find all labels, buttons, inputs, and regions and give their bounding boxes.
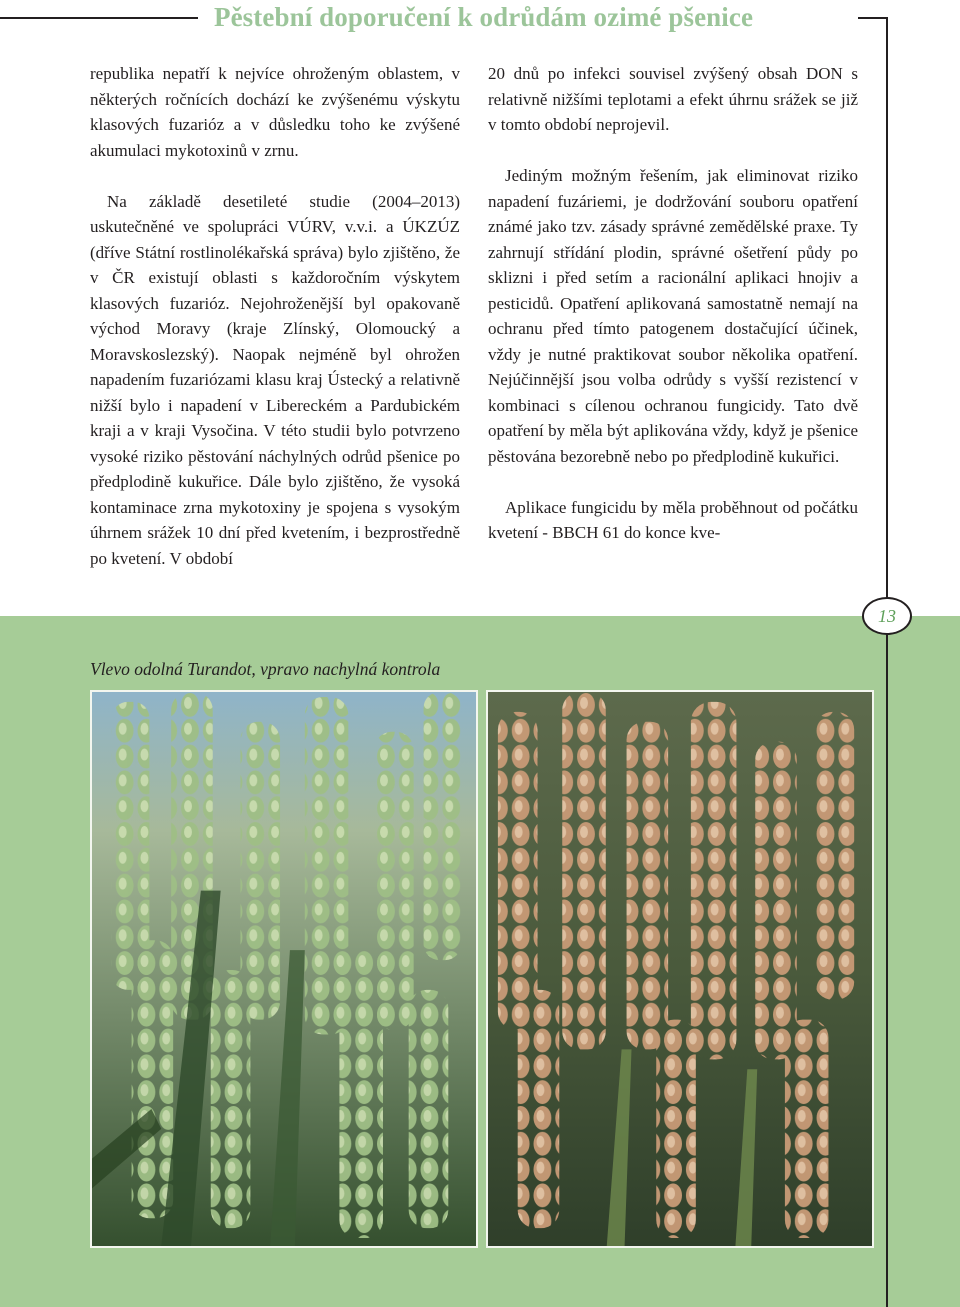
photo-resistant-wheat <box>90 690 478 1248</box>
photo-susceptible-wheat <box>486 690 874 1248</box>
paragraph: Aplikace fungicidu by měla proběhnout od počátku kvetení - BBCH 61 do konce kve- <box>488 497 858 542</box>
photo-caption: Vlevo odolná Turandot, vpravo nachylná kontrola <box>90 659 441 679</box>
margin-rule-vertical <box>886 17 888 1307</box>
header-rule-right <box>858 17 888 19</box>
wheat-infected-image <box>488 692 872 1246</box>
paragraph: republika nepatří k nejvíce ohroženým oblastem, v některých ročnících dochází ke zvýšenému výskytu klasových fuzarióz a v důsledku toho ke zvýšené akumulaci mykotoxinů v zrnu. <box>90 64 460 160</box>
paragraph: Jediným možným řešením, jak eliminovat riziko napadení fuzáriemi, je dodržování souboru opatření známé jako tzv. zásady správné zemědělské praxe. Ty zahrnují střídání plodin, správné ošetření půdy po sklizni i před setím a racionální aplikaci hnojiv a pesticidů. Opatření aplikovaná samostatně nemají na ochranu před tímto patogenem dostačující účinek, vždy je nutné praktikovat soubor několika opatření. Nejúčinnější jsou volba odrůdy s vyšší rezistencí v kombinaci s cílenou ochranou fungicidy. Tato dvě opatření by měla být aplikována vždy, když je pšenice pěstována bezorebně nebo po předplodině kukuřici. <box>488 166 858 466</box>
paragraph: 20 dnů po infekci souvisel zvýšený obsah DON s relativně nižšími teplotami a efekt úhrnu srážek se již v tomto období neprojevil. <box>488 64 858 134</box>
page-number: 13 <box>878 605 896 626</box>
header-rule-left <box>0 17 198 19</box>
text-column-left <box>90 61 460 571</box>
text-column-right <box>488 61 858 546</box>
wheat-green-image <box>92 692 476 1246</box>
paragraph: Na základě desetileté studie (2004–2013) uskutečněné ve spolupráci VÚRV, v.v.i. a ÚKZÚZ (dříve Státní rostlinolékařská správa) bylo zjištěno, že v ČR existují oblasti s každoročním výskytem klasových fuzarióz. Nejohroženější byl opakovaně východ Moravy (kraje Zlínský, Olomoucký a Moravskoslezský). Naopak nejméně byl ohrožen napadením fuzariózami klasu kraj Ústecký a relativně nižší bylo i napadení v Libereckém a Pardubickém kraji a v kraji Vysočina. V této studii bylo potvrzeno vysoké riziko pěstování náchylných odrůd pšenice po předplodině kukuřice. Dále bylo zjištěno, že vysoká kontaminace zrna mykotoxiny je spojena s vysokým úhrnem srážek 10 dní před kvetením, i bezprostředně po kvetení. V období <box>90 191 460 568</box>
page-header-title: Pěstební doporučení k odrůdám ozimé pšenice <box>214 2 754 32</box>
page-number-badge <box>862 597 912 635</box>
